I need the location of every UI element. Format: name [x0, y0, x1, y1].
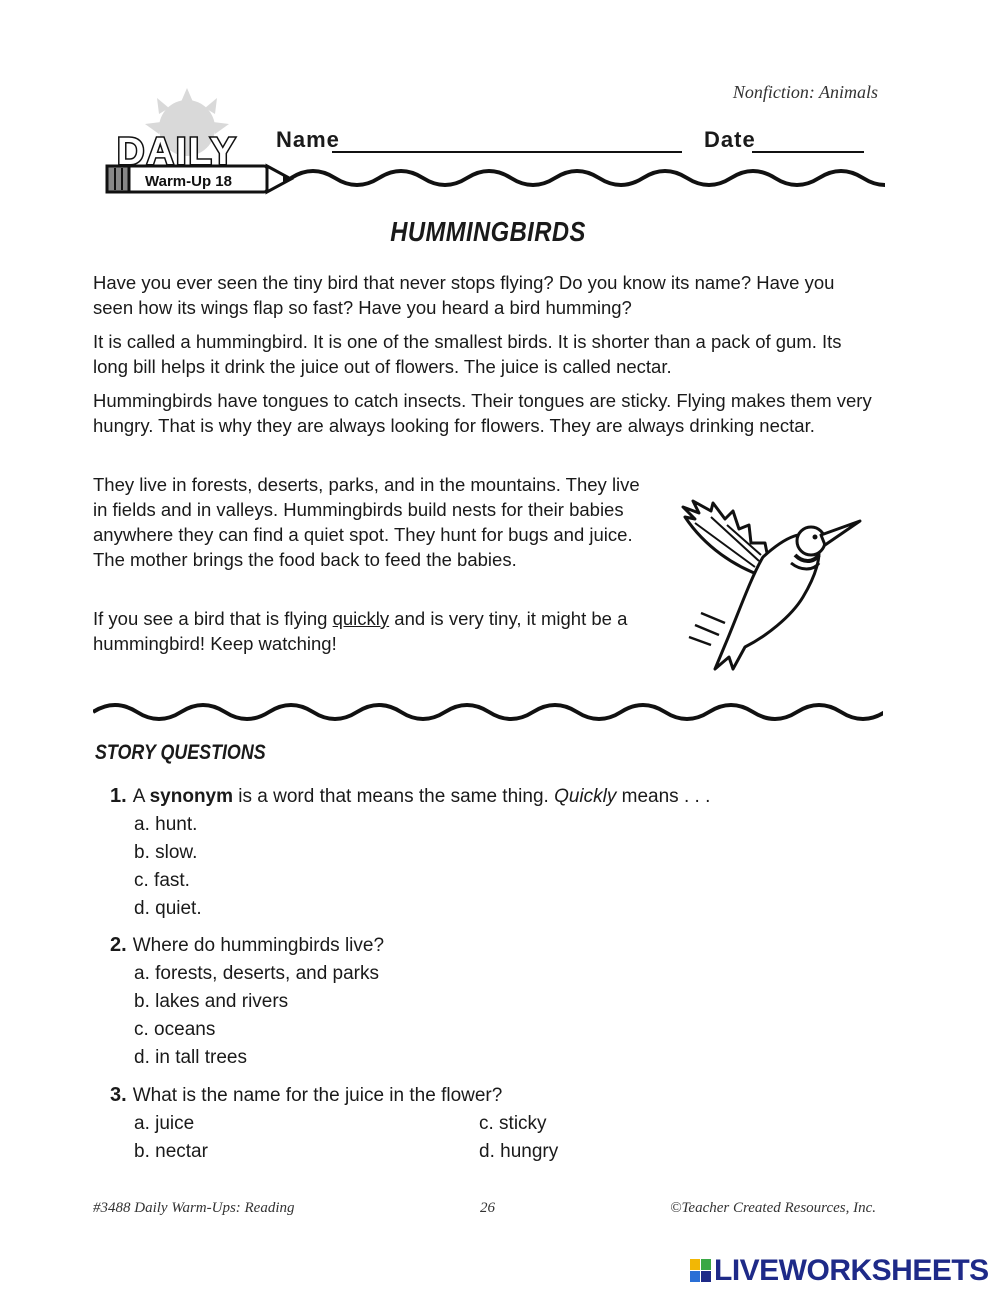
- question-number: 1.: [110, 785, 127, 807]
- liveworksheets-logo-icon: [690, 1259, 712, 1283]
- q1-option-d[interactable]: d. quiet.: [134, 898, 202, 919]
- p5-after: and is very tiny, it might be a hummingbird! Keep watching!: [93, 608, 628, 654]
- daily-logo-text: DAILY: [117, 131, 238, 173]
- liveworksheets-logo[interactable]: [690, 1254, 989, 1288]
- q1-italic-word: Quickly: [554, 786, 617, 807]
- date-label: Date: [704, 127, 756, 152]
- date-input-line[interactable]: [752, 151, 864, 153]
- q3-text: What is the name for the juice in the flower?: [132, 1085, 503, 1106]
- q2-text: Where do hummingbirds live?: [132, 935, 385, 956]
- q1-bold-word: synonym: [149, 786, 234, 807]
- hummingbird-icon: [655, 497, 870, 677]
- p5-underlined-word: quickly: [332, 608, 390, 629]
- name-label: Name: [276, 127, 340, 152]
- q1-text-a: A: [132, 786, 150, 807]
- question-1: [110, 785, 710, 808]
- q3-option-c[interactable]: c. sticky: [479, 1113, 547, 1134]
- story-paragraph-5: [93, 606, 648, 656]
- question-2: [110, 934, 384, 957]
- liveworksheets-logo-text: LIVEWORKSHEETS: [714, 1254, 989, 1287]
- q2-option-a[interactable]: a. forests, deserts, and parks: [134, 963, 380, 984]
- q1-option-a[interactable]: a. hunt.: [134, 814, 198, 835]
- q1-text-c: means . . .: [616, 786, 711, 807]
- q1-option-c[interactable]: c. fast.: [134, 870, 190, 891]
- q1-option-b[interactable]: b. slow.: [134, 842, 198, 863]
- q2-option-c[interactable]: c. oceans: [134, 1019, 216, 1040]
- footer-book-title: #3488 Daily Warm-Ups: Reading: [93, 1200, 295, 1216]
- story-title: HUMMINGBIRDS: [390, 216, 586, 247]
- name-input-line[interactable]: [332, 151, 682, 153]
- wavy-divider-bottom: [93, 700, 883, 730]
- q2-option-b[interactable]: b. lakes and rivers: [134, 991, 289, 1012]
- daily-warmup-banner: [95, 88, 885, 198]
- footer-page-number: 26: [480, 1200, 495, 1216]
- q1-text-b: is a word that means the same thing.: [233, 786, 555, 807]
- story-questions-heading: STORY QUESTIONS: [95, 741, 266, 764]
- q3-option-b[interactable]: b. nectar: [134, 1141, 208, 1162]
- q2-option-d[interactable]: d. in tall trees: [134, 1047, 247, 1068]
- question-number: 2.: [110, 934, 127, 956]
- category-label: Nonfiction: Animals: [732, 82, 878, 102]
- story-paragraph-4: They live in forests, deserts, parks, and in the mountains. They live in fields and in valleys. Hummingbirds build nests for their babies anywhere they can find a quiet spot. They hunt for bugs and juice. The mother brings the food back to feed the babies.: [93, 474, 640, 570]
- wavy-divider-top: [291, 170, 885, 185]
- question-3: [110, 1084, 502, 1107]
- p5-before: If you see a bird that is flying: [93, 608, 333, 629]
- warmup-number: Warm-Up 18: [145, 173, 232, 190]
- q3-option-a[interactable]: a. juice: [134, 1113, 195, 1134]
- footer-copyright: ©Teacher Created Resources, Inc.: [670, 1200, 876, 1216]
- story-paragraph-3: Hummingbirds have tongues to catch insects. Their tongues are sticky. Flying makes them very hungry. That is why they are always looking for flowers. They are always drinking nectar.: [93, 390, 872, 436]
- q3-option-d[interactable]: d. hungry: [479, 1141, 559, 1162]
- story-paragraph-2: It is called a hummingbird. It is one of the smallest birds. It is shorter than a pack of gum. Its long bill helps it drink the juice out of flowers. The juice is called nectar.: [93, 331, 842, 377]
- question-number: 3.: [110, 1084, 127, 1106]
- story-paragraph-1: Have you ever seen the tiny bird that never stops flying? Do you know its name? Have you seen how its wings flap so fast? Have you heard a bird humming?: [93, 272, 835, 318]
